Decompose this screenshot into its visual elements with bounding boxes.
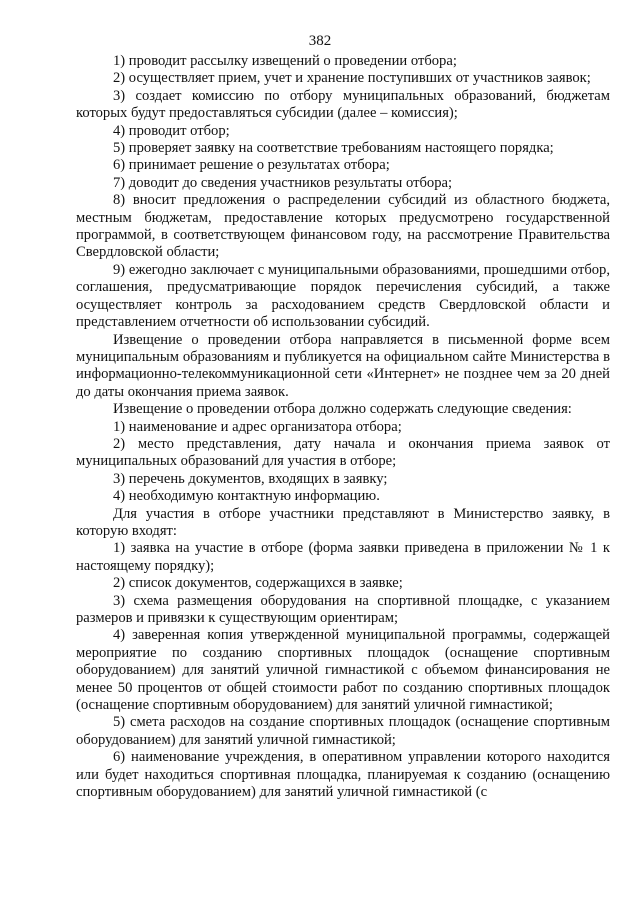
paragraph: Извещение о проведении отбора направляется в письменной форме всем муниципальным образованиям и публикуется на официальном сайте Министерства в информационно-телекоммуникационной сети «Интернет» не позднее чем за 20 дней до даты окончания приема заявок. <box>76 331 610 400</box>
paragraph: 5) смета расходов на создание спортивных площадок (оснащение спортивным оборудованием) для занятий уличной гимнастикой; <box>76 714 610 748</box>
paragraph: 2) список документов, содержащихся в заявке; <box>113 575 403 592</box>
paragraph: Для участия в отборе участники представляют в Министерство заявку, в которую входят: <box>76 505 610 539</box>
paragraph: 4) необходимую контактную информацию. <box>113 488 380 505</box>
paragraph: 2) место представления, дату начала и окончания приема заявок от муниципальных образований для участия в отборе; <box>76 435 610 470</box>
paragraph: 6) наименование учреждения, в оперативном управлении которого находится или будет находиться спортивная площадка, планируемая к созданию (оснащению спортивным оборудованием) для занятий уличной гимнастикой (с <box>76 749 610 801</box>
paragraph: 9) ежегодно заключает с муниципальными образованиями, прошедшими отбор, соглашения, предусматривающие порядок перечисления субсидий, а также осуществляет контроль за расходованием средств Свердловской области и представлением отчетности об использовании субсидий. <box>76 261 610 331</box>
paragraph: 5) проверяет заявку на соответствие требованиям настоящего порядка; <box>113 140 554 157</box>
paragraph: 4) заверенная копия утвержденной муниципальной программы, содержащей мероприятие по созданию спортивных площадок (оснащение спортивным оборудованием) для занятий уличной гимнастикой с объемом финансирования не менее 50 процентов от общей стоимости работ по созданию спортивных площадок (оснащение спортивным оборудованием) для занятий уличной гимнастикой; <box>76 627 610 714</box>
paragraph: 1) наименование и адрес организатора отбора; <box>113 418 402 435</box>
page-number: 382 <box>308 33 332 49</box>
paragraph: 8) вносит предложения о распределении субсидий из областного бюджета, местным бюджетам, предоставление которых предусмотрено государственной программой, в соответствующем финансовом году, на рассмотрение Правительства Свердловской области; <box>76 192 610 261</box>
paragraph: Извещение о проведении отбора должно содержать следующие сведения: <box>113 401 572 418</box>
paragraph: 3) схема размещения оборудования на спортивной площадке, с указанием размеров и привязки к существующим ориентирам; <box>76 592 610 626</box>
paragraph: 3) создает комиссию по отбору муниципальных образований, бюджетам которых будут предоставляться субсидии (далее – комиссия); <box>76 87 610 122</box>
paragraph: 3) перечень документов, входящих в заявку; <box>113 470 388 487</box>
paragraph: 2) осуществляет прием, учет и хранение поступивших от участников заявок; <box>113 70 591 87</box>
paragraph: 4) проводит отбор; <box>113 122 230 139</box>
paragraph: 7) доводит до сведения участников результаты отбора; <box>113 174 453 191</box>
paragraph: 6) принимает решение о результатах отбора; <box>113 157 390 174</box>
document-body <box>76 53 610 801</box>
paragraph: 1) заявка на участие в отборе (форма заявки приведена в приложении № 1 к настоящему порядку); <box>76 540 610 574</box>
paragraph: 1) проводит рассылку извещений о проведении отбора; <box>113 53 457 69</box>
